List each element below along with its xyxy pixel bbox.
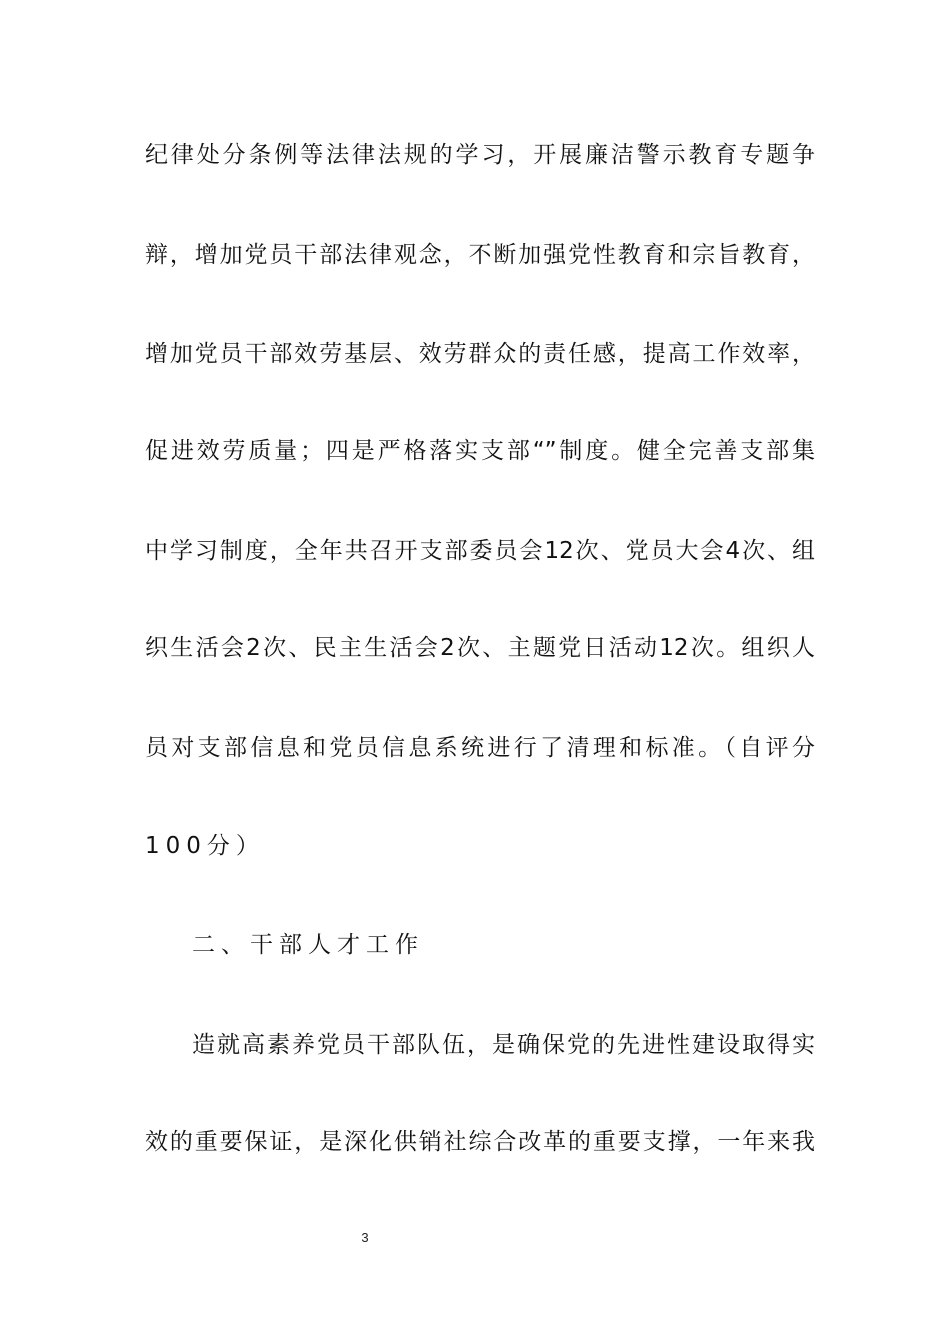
body-text-line: 效的重要保证，是深化供销社综合改革的重要支撑，一年来我	[145, 1129, 815, 1155]
body-text-line: 织生活会2次、民主生活会2次、主题党日活动12次。组织人	[145, 635, 815, 661]
body-text-line: 纪律处分条例等法律法规的学习，开展廉洁警示教育专题争	[145, 142, 815, 168]
body-text-line: 增加党员干部效劳基层、效劳群众的责任感，提高工作效率，	[145, 341, 815, 367]
body-text-line: 员对支部信息和党员信息系统进行了清理和标准。（自评分	[145, 735, 815, 761]
body-text-line: 促进效劳质量；四是严格落实支部“”制度。健全完善支部集	[145, 438, 815, 464]
body-text-line: 辩，增加党员干部法律观念，不断加强党性教育和宗旨教育，	[145, 242, 815, 268]
page-number: 3	[361, 1230, 369, 1245]
body-text-line: 造就高素养党员干部队伍，是确保党的先进性建设取得实	[192, 1032, 815, 1058]
body-text-line: 100分）	[145, 833, 265, 859]
section-heading: 二、干部人才工作	[192, 932, 424, 958]
body-text-line: 中学习制度，全年共召开支部委员会12次、党员大会4次、组	[145, 538, 815, 564]
